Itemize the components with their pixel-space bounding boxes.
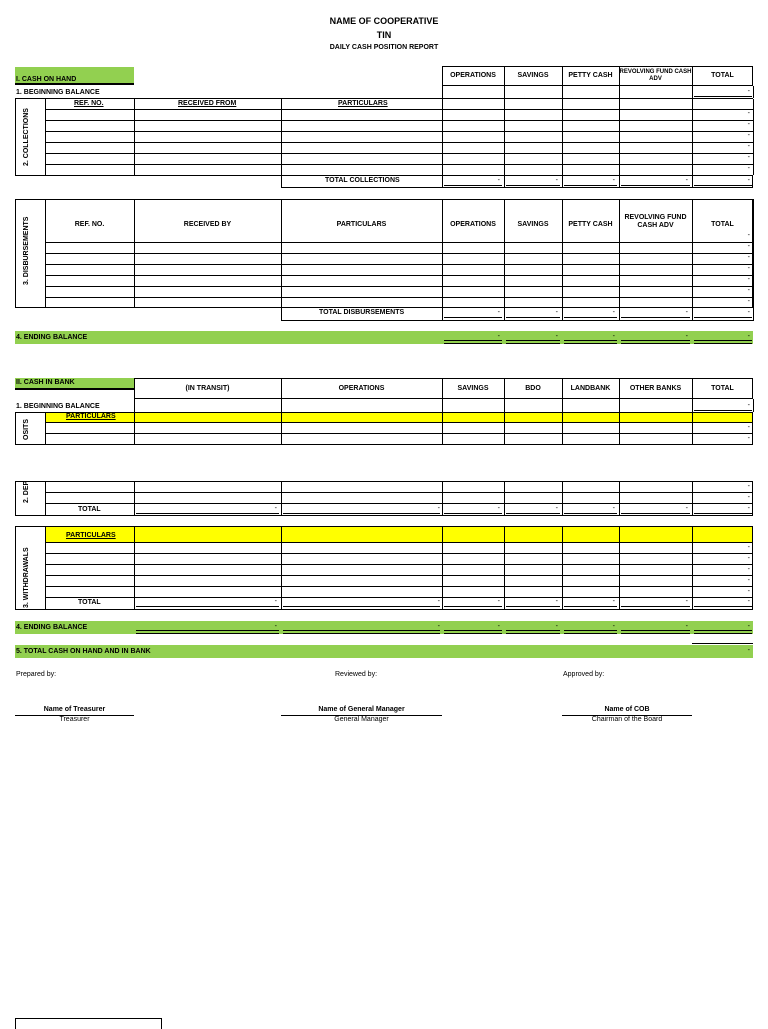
- collections-row-total: -: [747, 132, 750, 139]
- collections-particulars-header: PARTICULARS: [338, 100, 388, 107]
- divider: [45, 120, 753, 121]
- divider: [692, 412, 693, 445]
- collections-received-from-header: RECEIVED FROM: [178, 100, 237, 107]
- divider: [45, 542, 753, 543]
- disb-row-total: -: [747, 298, 750, 305]
- total-collections-revolving: -: [685, 177, 688, 184]
- divider: [15, 99, 16, 175]
- divider: [753, 399, 754, 412]
- divider: [692, 399, 693, 412]
- disbursements-label: 3. DISBURSEMENTS: [23, 216, 30, 285]
- divider: [753, 99, 754, 175]
- divider: [281, 399, 282, 412]
- disb-row-total: -: [747, 265, 750, 272]
- divider: [45, 422, 753, 423]
- divider: [283, 630, 440, 634]
- divider: [564, 606, 617, 607]
- divider: [45, 286, 753, 287]
- divider: [753, 199, 754, 321]
- divider: [562, 481, 563, 516]
- divider: [136, 513, 279, 514]
- divider: [562, 175, 563, 188]
- divider: [504, 481, 505, 516]
- divider: [619, 86, 620, 98]
- divider: [504, 412, 505, 445]
- withdrawals-total-landbank: -: [612, 598, 615, 605]
- divider: [621, 513, 690, 514]
- divider: [692, 175, 693, 188]
- divider: [444, 185, 502, 186]
- deposits-particulars-header: PARTICULARS: [66, 413, 116, 420]
- deposits-total-landbank: -: [612, 505, 615, 512]
- deposits-label-top: OSITS: [23, 418, 30, 440]
- divider: [506, 317, 560, 318]
- bank-col-in-transit: (IN TRANSIT): [185, 384, 230, 392]
- total-cash-label: 5. TOTAL CASH ON HAND AND IN BANK: [16, 648, 151, 655]
- divider: [692, 481, 693, 516]
- divider: [504, 399, 505, 412]
- divider: [444, 606, 502, 607]
- disb-operations-header: OPERATIONS: [450, 221, 496, 228]
- bank-ending-balance-label: 4. ENDING BALANCE: [16, 624, 88, 631]
- bank-col-savings: SAVINGS: [457, 384, 489, 392]
- divider: [45, 481, 46, 516]
- total-disb-savings: -: [555, 309, 558, 316]
- total-disb-petty: -: [612, 309, 615, 316]
- ending-revolving: -: [685, 333, 688, 340]
- disb-row-total: -: [747, 287, 750, 294]
- divider: [621, 317, 690, 318]
- gm-title: General Manager: [334, 716, 389, 723]
- col-revolving-fund: REVOLVING FUND CASH ADV: [619, 69, 692, 82]
- deposits-table-bottom: [15, 481, 753, 516]
- divider: [619, 175, 620, 188]
- withdrawal-row-total: -: [747, 555, 750, 562]
- bank-col-operations: OPERATIONS: [338, 384, 385, 392]
- divider: [564, 340, 617, 344]
- prepared-by-label: Prepared by:: [16, 671, 57, 678]
- withdrawals-label: 3. WITHDRAWALS: [23, 547, 30, 608]
- deposits-label-bottom: 2. DEP: [23, 480, 30, 503]
- divider: [444, 630, 502, 634]
- cash-in-bank-title: [15, 378, 134, 390]
- disb-particulars-header: PARTICULARS: [336, 221, 387, 228]
- bank-ending-bdo: -: [555, 623, 558, 630]
- ending-savings: -: [555, 333, 558, 340]
- treasurer-title: Treasurer: [59, 716, 90, 723]
- withdrawals-total-label: TOTAL: [78, 599, 101, 606]
- deposits-total-savings: -: [497, 505, 500, 512]
- deposits-total-operations: -: [437, 505, 440, 512]
- cob-name: Name of COB: [604, 706, 650, 713]
- withdrawal-row-total: -: [747, 566, 750, 573]
- divider: [562, 86, 563, 98]
- collections-ref-no-header: REF. NO.: [74, 100, 104, 107]
- divider: [45, 242, 753, 243]
- divider: [442, 481, 443, 516]
- approved-by-label: Approved by:: [563, 671, 605, 678]
- divider: [619, 399, 620, 412]
- bank-col-landbank: LANDBANK: [570, 384, 611, 392]
- total-collections-total: -: [747, 177, 750, 184]
- deposits-total-total: -: [747, 505, 750, 512]
- deposit-row-total: -: [747, 494, 750, 501]
- total-disb-total: -: [747, 309, 750, 316]
- divider: [45, 503, 753, 504]
- deposit-row-total: -: [747, 424, 750, 431]
- collections-row-total: -: [747, 110, 750, 117]
- total-disb-operations: -: [497, 309, 500, 316]
- collections-row-total: -: [747, 165, 750, 172]
- divider: [504, 86, 505, 98]
- withdrawals-total-operations: -: [437, 598, 440, 605]
- divider: [134, 481, 135, 516]
- disb-revolving-header: REVOLVING FUND CASH ADV: [624, 214, 687, 229]
- withdrawal-row-total: -: [747, 544, 750, 551]
- col-operations: OPERATIONS: [450, 72, 496, 79]
- col-petty-cash: PETTY CASH: [568, 72, 613, 79]
- divider: [45, 164, 753, 165]
- collections-label: 2. COLLECTIONS: [23, 108, 30, 166]
- collections-row-total: -: [747, 121, 750, 128]
- beginning-balance-total: -: [747, 88, 750, 95]
- divider: [45, 253, 753, 254]
- deposits-total-label: TOTAL: [78, 506, 101, 513]
- gm-name: Name of General Manager: [318, 706, 405, 713]
- divider: [134, 412, 135, 445]
- cob-title: Chairman of the Board: [591, 716, 663, 723]
- deposits-total-bdo: -: [555, 505, 558, 512]
- deposit-row-total: -: [747, 435, 750, 442]
- reviewed-by-label: Reviewed by:: [335, 671, 378, 678]
- deposits-table-top: [15, 412, 753, 445]
- tin-label: TIN: [376, 30, 392, 40]
- divider: [134, 399, 135, 412]
- disb-row-total: -: [747, 232, 750, 239]
- bank-beginning-total: -: [747, 402, 750, 409]
- cash-on-hand-title-text: I. CASH ON HAND: [16, 76, 77, 83]
- divider: [621, 630, 690, 634]
- divider: [506, 340, 560, 344]
- divider: [564, 185, 617, 186]
- disb-total-header: TOTAL: [711, 221, 734, 228]
- divider: [442, 399, 443, 412]
- disb-row-total: -: [747, 276, 750, 283]
- ending-total: -: [747, 333, 750, 340]
- collections-row-total: -: [747, 154, 750, 161]
- bank-col-other-banks: OTHER BANKS: [629, 384, 682, 392]
- divider: [444, 317, 502, 318]
- withdrawals-total-savings: -: [497, 598, 500, 605]
- divider: [694, 96, 752, 97]
- total-collections-operations: -: [497, 177, 500, 184]
- divider: [504, 175, 505, 188]
- bank-ending-savings: -: [497, 623, 500, 630]
- divider: [136, 630, 279, 634]
- divider: [442, 86, 443, 98]
- divider: [694, 513, 752, 514]
- col-total: TOTAL: [711, 72, 734, 79]
- disb-savings-header: SAVINGS: [517, 221, 549, 228]
- divider: [45, 264, 753, 265]
- disb-row-total: -: [747, 243, 750, 250]
- withdrawals-total-total: -: [747, 598, 750, 605]
- divider: [692, 86, 693, 98]
- total-cash-value: -: [747, 647, 750, 654]
- divider: [45, 153, 753, 154]
- bank-ending-other: -: [685, 623, 688, 630]
- divider: [694, 410, 752, 411]
- divider: [281, 481, 282, 516]
- divider: [45, 553, 753, 554]
- divider: [621, 185, 690, 186]
- total-collections-petty: -: [612, 177, 615, 184]
- ending-balance-label: 4. ENDING BALANCE: [16, 334, 88, 341]
- divider: [506, 513, 560, 514]
- divider: [45, 412, 46, 445]
- divider: [45, 297, 753, 298]
- divider: [45, 586, 753, 587]
- bank-col-bdo: BDO: [525, 384, 541, 392]
- divider: [442, 412, 443, 445]
- total-collections-savings: -: [555, 177, 558, 184]
- collections-row-total: -: [747, 143, 750, 150]
- beginning-balance-label: 1. BEGINNING BALANCE: [16, 89, 100, 96]
- divider: [506, 606, 560, 607]
- divider: [442, 175, 443, 188]
- divider: [506, 185, 560, 186]
- divider: [45, 275, 753, 276]
- divider: [619, 412, 620, 445]
- total-disbursements-label: TOTAL DISBURSEMENTS: [319, 309, 405, 316]
- divider: [506, 630, 560, 634]
- divider: [694, 185, 752, 186]
- divider: [45, 492, 753, 493]
- disb-ref-no-header: REF. NO.: [74, 221, 105, 228]
- divider: [564, 317, 617, 318]
- report-title: DAILY CASH POSITION REPORT: [329, 44, 439, 51]
- withdrawals-total-bdo: -: [555, 598, 558, 605]
- divider: [562, 412, 563, 445]
- bank-col-total: TOTAL: [711, 384, 734, 392]
- withdrawal-row-total: -: [747, 588, 750, 595]
- divider: [45, 564, 753, 565]
- disb-petty-cash-header: PETTY CASH: [568, 221, 613, 228]
- total-collections-label: TOTAL COLLECTIONS: [325, 177, 400, 184]
- withdrawals-total-other: -: [685, 598, 688, 605]
- deposit-row-total: -: [747, 483, 750, 490]
- ending-petty: -: [612, 333, 615, 340]
- divider: [564, 630, 617, 634]
- ending-operations: -: [497, 333, 500, 340]
- withdrawal-row-total: -: [747, 577, 750, 584]
- col-savings: SAVINGS: [517, 72, 549, 79]
- divider: [45, 131, 753, 132]
- divider: [444, 340, 502, 344]
- bank-ending-landbank: -: [612, 623, 615, 630]
- disb-received-by-header: RECEIVED BY: [183, 221, 232, 228]
- divider: [45, 575, 753, 576]
- divider: [136, 606, 279, 607]
- deposits-total-other: -: [685, 505, 688, 512]
- divider: [283, 606, 440, 607]
- treasurer-name: Name of Treasurer: [43, 706, 106, 713]
- divider: [281, 320, 753, 321]
- divider: [45, 597, 753, 598]
- divider: [45, 109, 753, 110]
- divider: [564, 513, 617, 514]
- deposits-total-transit: -: [274, 505, 277, 512]
- divider: [15, 98, 753, 99]
- bank-ending-total: -: [747, 623, 750, 630]
- cash-in-bank-title-text: II. CASH IN BANK: [16, 379, 75, 386]
- divider: [692, 643, 753, 644]
- withdrawals-total-transit: -: [274, 598, 277, 605]
- bank-ending-transit: -: [274, 623, 277, 630]
- divider: [619, 481, 620, 516]
- disb-row-total: -: [747, 254, 750, 261]
- cash-on-hand-title: [15, 67, 134, 85]
- withdrawals-particulars-header: PARTICULARS: [66, 532, 116, 539]
- divider: [753, 86, 754, 98]
- total-disb-revolving: -: [685, 309, 688, 316]
- divider: [694, 630, 752, 634]
- bank-beginning-balance-label: 1. BEGINNING BALANCE: [16, 403, 100, 410]
- divider: [444, 513, 502, 514]
- cooperative-name: NAME OF COOPERATIVE: [329, 16, 439, 26]
- divider: [283, 513, 440, 514]
- divider: [621, 606, 690, 607]
- divider: [45, 433, 753, 434]
- divider: [694, 340, 752, 344]
- divider: [694, 317, 752, 318]
- divider: [281, 412, 282, 445]
- divider: [45, 142, 753, 143]
- divider: [562, 399, 563, 412]
- divider: [694, 606, 752, 607]
- divider: [621, 340, 690, 344]
- bank-ending-operations: -: [437, 623, 440, 630]
